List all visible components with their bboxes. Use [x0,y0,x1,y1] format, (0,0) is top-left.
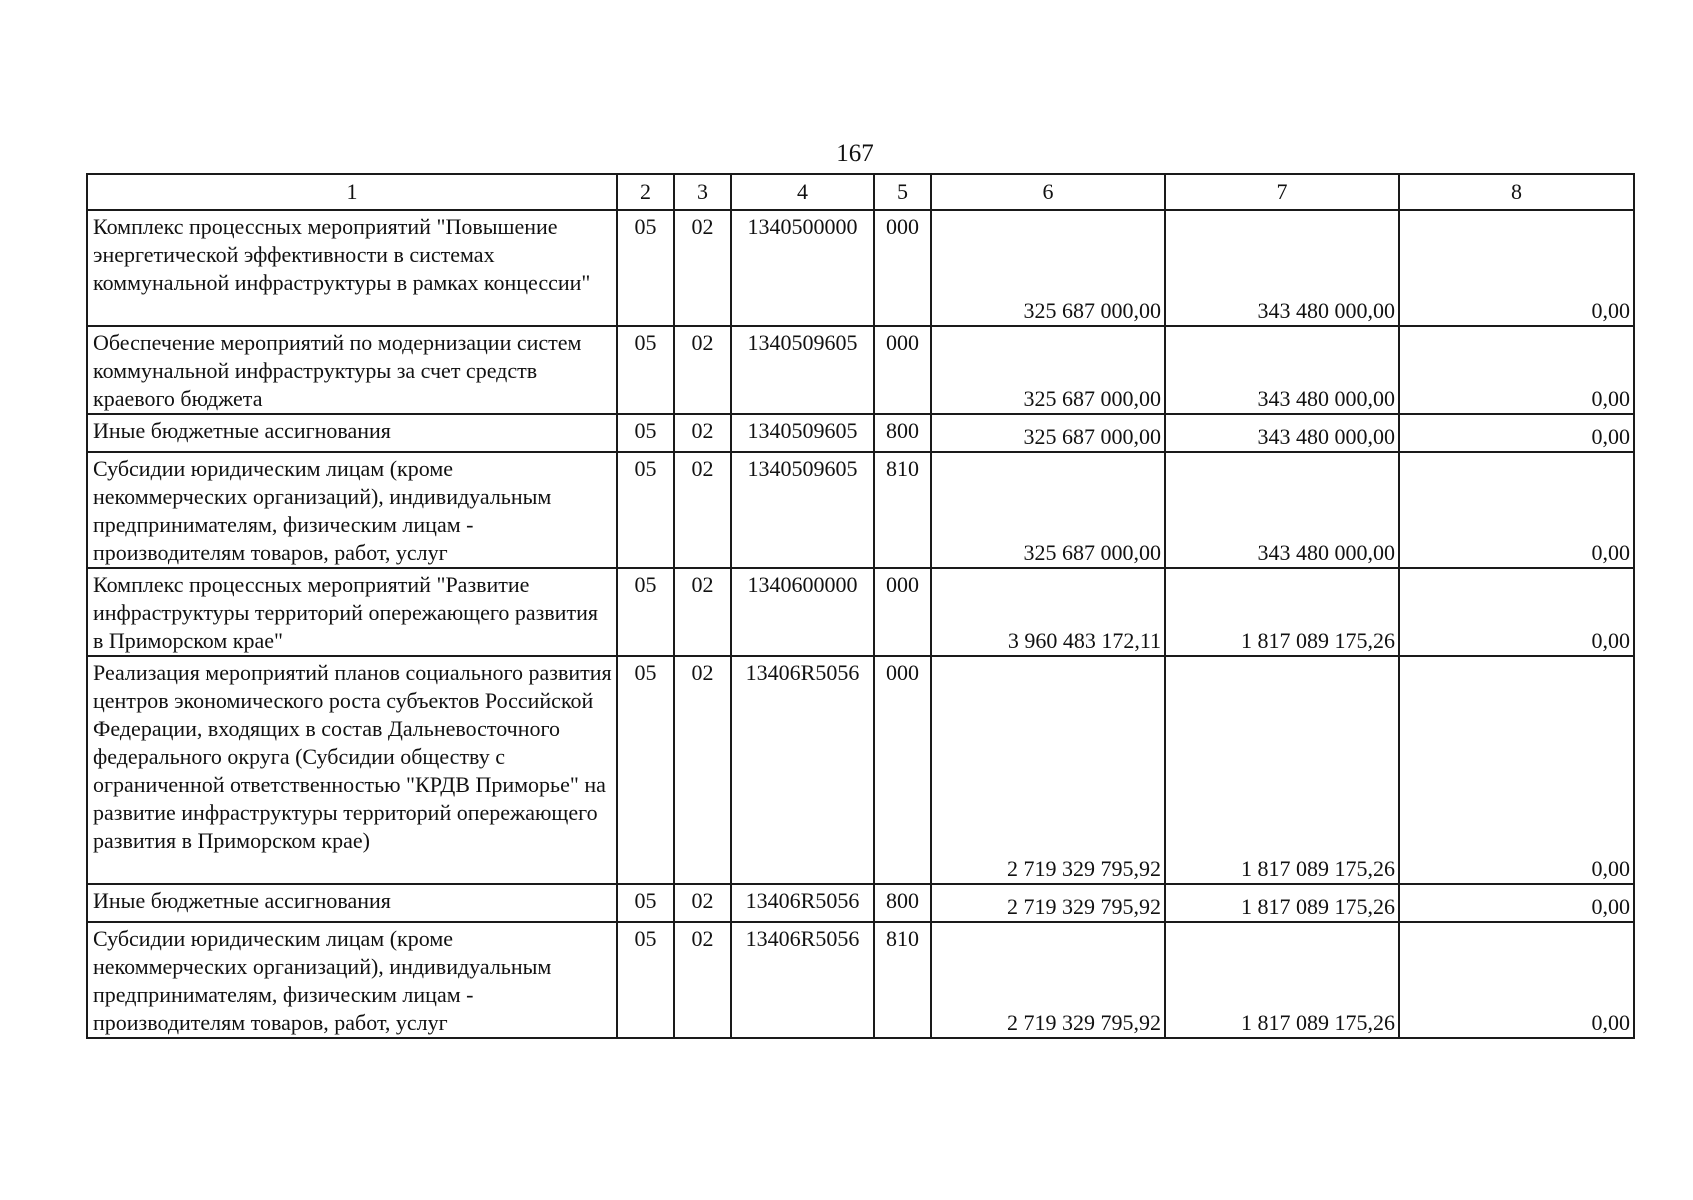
amount-col-7: 343 480 000,00 [1165,210,1399,326]
amount-col-7: 1 817 089 175,26 [1165,656,1399,884]
target-article-code: 1340509605 [731,452,874,568]
amount-col-7: 1 817 089 175,26 [1165,922,1399,1038]
row-description: Комплекс процессных мероприятий "Повышение энергетической эффективности в системах коммунальной инфраструктуры в рамках концессии" [87,210,617,326]
col-header: 4 [731,174,874,210]
amount-col-6: 325 687 000,00 [931,452,1165,568]
col-header: 1 [87,174,617,210]
amount-col-8: 0,00 [1399,922,1634,1038]
expense-type-code: 000 [874,568,931,656]
amount-col-7: 343 480 000,00 [1165,452,1399,568]
amount-col-8: 0,00 [1399,326,1634,414]
target-article-code: 13406R5056 [731,656,874,884]
row-description: Субсидии юридическим лицам (кроме некоммерческих организаций), индивидуальным предпринимателям, физическим лицам - производителям товаров, работ, услуг [87,922,617,1038]
page-number: 167 [836,140,874,167]
section-code: 05 [617,326,674,414]
amount-col-6: 325 687 000,00 [931,210,1165,326]
section-code: 05 [617,884,674,922]
col-header: 8 [1399,174,1634,210]
table-row [87,568,1634,656]
expense-type-code: 800 [874,414,931,452]
section-code: 05 [617,452,674,568]
amount-col-8: 0,00 [1399,414,1634,452]
section-code: 05 [617,210,674,326]
amount-col-6: 3 960 483 172,11 [931,568,1165,656]
table-row [87,884,1634,922]
table-row [87,326,1634,414]
row-description: Иные бюджетные ассигнования [87,884,617,922]
expense-type-code: 000 [874,210,931,326]
row-description: Реализация мероприятий планов социального развития центров экономического роста субъектов Российской Федерации, входящих в состав Дальневосточного федерального округа (Субсидии обществу с ограниченной ответственностью "КРДВ Приморье" на развитие инфраструктуры территорий опережающего развития в Приморском крае) [87,656,617,884]
amount-col-7: 343 480 000,00 [1165,414,1399,452]
subsection-code: 02 [674,210,731,326]
row-description: Обеспечение мероприятий по модернизации систем коммунальной инфраструктуры за счет средств краевого бюджета [87,326,617,414]
subsection-code: 02 [674,414,731,452]
amount-col-8: 0,00 [1399,568,1634,656]
amount-col-7: 1 817 089 175,26 [1165,568,1399,656]
expense-type-code: 810 [874,922,931,1038]
amount-col-8: 0,00 [1399,884,1634,922]
section-code: 05 [617,414,674,452]
expense-type-code: 000 [874,656,931,884]
row-description: Субсидии юридическим лицам (кроме некоммерческих организаций), индивидуальным предпринимателям, физическим лицам - производителям товаров, работ, услуг [87,452,617,568]
amount-col-8: 0,00 [1399,210,1634,326]
row-description: Комплекс процессных мероприятий "Развитие инфраструктуры территорий опережающего развития в Приморском крае" [87,568,617,656]
target-article-code: 1340600000 [731,568,874,656]
col-header: 6 [931,174,1165,210]
table-row [87,210,1634,326]
col-header: 7 [1165,174,1399,210]
section-code: 05 [617,656,674,884]
col-header: 5 [874,174,931,210]
table-row [87,452,1634,568]
amount-col-7: 343 480 000,00 [1165,326,1399,414]
amount-col-6: 2 719 329 795,92 [931,884,1165,922]
target-article-code: 1340500000 [731,210,874,326]
expense-type-code: 000 [874,326,931,414]
amount-col-6: 325 687 000,00 [931,326,1165,414]
subsection-code: 02 [674,656,731,884]
amount-col-8: 0,00 [1399,452,1634,568]
table-row [87,414,1634,452]
expense-type-code: 800 [874,884,931,922]
amount-col-6: 2 719 329 795,92 [931,656,1165,884]
table-row [87,922,1634,1038]
subsection-code: 02 [674,568,731,656]
target-article-code: 13406R5056 [731,884,874,922]
budget-table [86,173,1635,1039]
subsection-code: 02 [674,922,731,1038]
amount-col-6: 325 687 000,00 [931,414,1165,452]
amount-col-8: 0,00 [1399,656,1634,884]
subsection-code: 02 [674,884,731,922]
header-row [87,174,1634,210]
target-article-code: 1340509605 [731,414,874,452]
section-code: 05 [617,568,674,656]
col-header: 3 [674,174,731,210]
table-row [87,656,1634,884]
row-description: Иные бюджетные ассигнования [87,414,617,452]
subsection-code: 02 [674,326,731,414]
section-code: 05 [617,922,674,1038]
expense-type-code: 810 [874,452,931,568]
target-article-code: 13406R5056 [731,922,874,1038]
amount-col-6: 2 719 329 795,92 [931,922,1165,1038]
amount-col-7: 1 817 089 175,26 [1165,884,1399,922]
col-header: 2 [617,174,674,210]
subsection-code: 02 [674,452,731,568]
target-article-code: 1340509605 [731,326,874,414]
